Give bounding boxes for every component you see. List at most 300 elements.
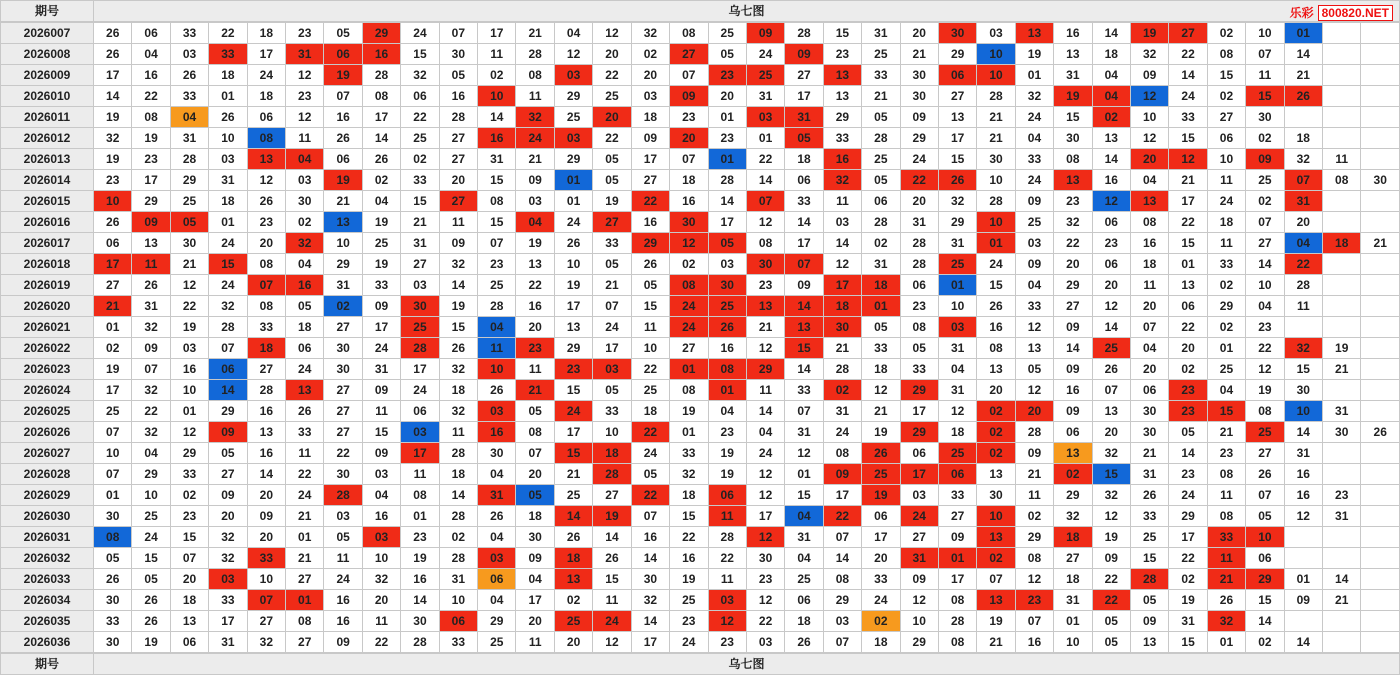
number-cell[interactable]: 12	[1169, 149, 1207, 170]
issue-cell[interactable]: 2026023	[1, 359, 94, 380]
number-cell[interactable]: 09	[631, 128, 669, 149]
number-cell[interactable]	[1361, 296, 1400, 317]
number-cell[interactable]: 13	[938, 107, 976, 128]
number-cell[interactable]: 23	[401, 527, 439, 548]
number-cell[interactable]: 09	[132, 212, 170, 233]
number-cell[interactable]	[1361, 485, 1400, 506]
number-cell[interactable]: 07	[977, 569, 1015, 590]
number-cell[interactable]: 13	[1130, 632, 1168, 653]
number-cell[interactable]: 09	[516, 170, 554, 191]
number-cell[interactable]: 27	[247, 611, 285, 632]
number-cell[interactable]: 32	[1054, 212, 1092, 233]
number-cell[interactable]: 16	[439, 86, 477, 107]
number-cell[interactable]: 18	[247, 23, 285, 44]
number-cell[interactable]: 18	[1054, 569, 1092, 590]
number-cell[interactable]: 32	[132, 380, 170, 401]
number-cell[interactable]: 25	[938, 254, 976, 275]
number-cell[interactable]: 16	[286, 275, 324, 296]
number-cell[interactable]: 18	[631, 107, 669, 128]
number-cell[interactable]: 19	[862, 485, 900, 506]
number-cell[interactable]: 13	[977, 527, 1015, 548]
number-cell[interactable]: 16	[1284, 464, 1322, 485]
number-cell[interactable]: 02	[286, 212, 324, 233]
number-cell[interactable]: 08	[1207, 506, 1245, 527]
number-cell[interactable]: 03	[401, 275, 439, 296]
number-cell[interactable]: 21	[746, 317, 784, 338]
number-cell[interactable]: 20	[439, 170, 477, 191]
number-cell[interactable]: 31	[478, 149, 516, 170]
number-cell[interactable]: 07	[823, 632, 861, 653]
number-cell[interactable]: 17	[746, 506, 784, 527]
number-cell[interactable]: 01	[670, 359, 708, 380]
number-cell[interactable]: 04	[1284, 233, 1322, 254]
number-cell[interactable]	[1323, 65, 1361, 86]
number-cell[interactable]: 20	[362, 590, 400, 611]
number-cell[interactable]: 33	[247, 317, 285, 338]
number-cell[interactable]: 06	[324, 44, 362, 65]
number-cell[interactable]: 22	[631, 191, 669, 212]
number-cell[interactable]: 15	[1169, 632, 1207, 653]
number-cell[interactable]: 26	[439, 338, 477, 359]
number-cell[interactable]: 29	[938, 212, 976, 233]
number-cell[interactable]: 30	[170, 233, 208, 254]
number-cell[interactable]: 06	[900, 275, 938, 296]
number-cell[interactable]: 30	[746, 254, 784, 275]
number-cell[interactable]: 26	[938, 170, 976, 191]
number-cell[interactable]: 14	[1054, 338, 1092, 359]
number-cell[interactable]	[1361, 212, 1400, 233]
number-cell[interactable]: 24	[132, 527, 170, 548]
number-cell[interactable]: 27	[94, 275, 132, 296]
number-cell[interactable]: 05	[593, 170, 631, 191]
number-cell[interactable]: 05	[708, 44, 746, 65]
number-cell[interactable]: 14	[593, 527, 631, 548]
number-cell[interactable]: 03	[708, 590, 746, 611]
number-cell[interactable]: 06	[94, 233, 132, 254]
number-cell[interactable]: 27	[324, 380, 362, 401]
number-cell[interactable]: 09	[1054, 401, 1092, 422]
number-cell[interactable]: 02	[1207, 275, 1245, 296]
issue-cell[interactable]: 2026013	[1, 149, 94, 170]
number-cell[interactable]: 25	[401, 317, 439, 338]
number-cell[interactable]: 19	[1130, 23, 1168, 44]
number-cell[interactable]: 08	[708, 359, 746, 380]
number-cell[interactable]: 19	[170, 317, 208, 338]
number-cell[interactable]: 11	[132, 254, 170, 275]
number-cell[interactable]: 22	[1092, 590, 1130, 611]
number-cell[interactable]	[1323, 275, 1361, 296]
number-cell[interactable]: 15	[209, 254, 247, 275]
number-cell[interactable]: 23	[1323, 485, 1361, 506]
number-cell[interactable]: 32	[209, 548, 247, 569]
number-cell[interactable]	[1323, 212, 1361, 233]
number-cell[interactable]: 23	[286, 86, 324, 107]
number-cell[interactable]: 02	[977, 401, 1015, 422]
number-cell[interactable]: 12	[286, 107, 324, 128]
number-cell[interactable]: 31	[862, 254, 900, 275]
number-cell[interactable]: 16	[247, 401, 285, 422]
number-cell[interactable]: 25	[401, 128, 439, 149]
number-cell[interactable]: 16	[478, 128, 516, 149]
number-cell[interactable]: 20	[593, 44, 631, 65]
number-cell[interactable]: 28	[823, 359, 861, 380]
number-cell[interactable]: 31	[132, 296, 170, 317]
number-cell[interactable]: 07	[631, 506, 669, 527]
number-cell[interactable]: 16	[1130, 233, 1168, 254]
number-cell[interactable]: 22	[516, 275, 554, 296]
number-cell[interactable]: 13	[1054, 443, 1092, 464]
number-cell[interactable]: 08	[938, 632, 976, 653]
number-cell[interactable]: 25	[1207, 359, 1245, 380]
number-cell[interactable]: 07	[247, 275, 285, 296]
number-cell[interactable]: 04	[362, 191, 400, 212]
number-cell[interactable]: 25	[670, 590, 708, 611]
number-cell[interactable]: 27	[209, 464, 247, 485]
number-cell[interactable]: 01	[670, 422, 708, 443]
number-cell[interactable]: 30	[900, 65, 938, 86]
number-cell[interactable]: 24	[862, 590, 900, 611]
issue-cell[interactable]: 2026027	[1, 443, 94, 464]
number-cell[interactable]: 17	[401, 443, 439, 464]
number-cell[interactable]: 29	[900, 128, 938, 149]
number-cell[interactable]: 14	[746, 170, 784, 191]
number-cell[interactable]: 14	[746, 401, 784, 422]
number-cell[interactable]: 14	[823, 548, 861, 569]
number-cell[interactable]: 11	[708, 569, 746, 590]
number-cell[interactable]: 19	[94, 149, 132, 170]
number-cell[interactable]: 11	[1130, 275, 1168, 296]
number-cell[interactable]: 33	[1130, 506, 1168, 527]
number-cell[interactable]: 14	[439, 275, 477, 296]
number-cell[interactable]: 29	[478, 611, 516, 632]
number-cell[interactable]: 17	[94, 380, 132, 401]
number-cell[interactable]: 06	[401, 401, 439, 422]
number-cell[interactable]: 12	[1092, 296, 1130, 317]
number-cell[interactable]: 23	[746, 569, 784, 590]
number-cell[interactable]: 04	[554, 23, 592, 44]
number-cell[interactable]: 06	[1092, 254, 1130, 275]
number-cell[interactable]: 30	[670, 212, 708, 233]
number-cell[interactable]: 08	[1323, 170, 1361, 191]
number-cell[interactable]: 06	[900, 443, 938, 464]
number-cell[interactable]: 22	[1054, 233, 1092, 254]
number-cell[interactable]: 33	[785, 191, 823, 212]
number-cell[interactable]: 08	[1207, 464, 1245, 485]
number-cell[interactable]: 05	[862, 107, 900, 128]
issue-cell[interactable]: 2026030	[1, 506, 94, 527]
number-cell[interactable]: 26	[209, 107, 247, 128]
number-cell[interactable]: 13	[977, 590, 1015, 611]
number-cell[interactable]: 23	[708, 422, 746, 443]
number-cell[interactable]: 27	[1207, 107, 1245, 128]
number-cell[interactable]: 20	[170, 569, 208, 590]
number-cell[interactable]: 28	[900, 233, 938, 254]
number-cell[interactable]: 24	[209, 233, 247, 254]
number-cell[interactable]: 29	[823, 590, 861, 611]
number-cell[interactable]: 19	[1169, 590, 1207, 611]
number-cell[interactable]: 21	[862, 401, 900, 422]
number-cell[interactable]: 23	[1015, 590, 1053, 611]
number-cell[interactable]: 20	[1054, 254, 1092, 275]
number-cell[interactable]	[1323, 128, 1361, 149]
number-cell[interactable]: 03	[900, 485, 938, 506]
number-cell[interactable]: 17	[362, 317, 400, 338]
number-cell[interactable]: 27	[247, 359, 285, 380]
number-cell[interactable]: 04	[516, 212, 554, 233]
number-cell[interactable]: 03	[478, 548, 516, 569]
number-cell[interactable]: 23	[708, 632, 746, 653]
number-cell[interactable]: 16	[823, 149, 861, 170]
number-cell[interactable]: 19	[439, 296, 477, 317]
number-cell[interactable]: 10	[1246, 23, 1284, 44]
number-cell[interactable]	[1361, 149, 1400, 170]
issue-cell[interactable]: 2026034	[1, 590, 94, 611]
number-cell[interactable]: 25	[631, 380, 669, 401]
number-cell[interactable]: 31	[478, 485, 516, 506]
number-cell[interactable]: 23	[670, 107, 708, 128]
number-cell[interactable]: 18	[670, 485, 708, 506]
number-cell[interactable]: 09	[1246, 149, 1284, 170]
number-cell[interactable]: 13	[1015, 23, 1053, 44]
number-cell[interactable]: 13	[324, 212, 362, 233]
number-cell[interactable]: 10	[1284, 401, 1322, 422]
number-cell[interactable]: 12	[170, 275, 208, 296]
number-cell[interactable]: 28	[170, 149, 208, 170]
number-cell[interactable]: 11	[823, 191, 861, 212]
number-cell[interactable]: 30	[823, 317, 861, 338]
number-cell[interactable]: 08	[746, 233, 784, 254]
number-cell[interactable]: 14	[1092, 317, 1130, 338]
number-cell[interactable]: 12	[1092, 506, 1130, 527]
number-cell[interactable]: 16	[401, 569, 439, 590]
number-cell[interactable]	[1361, 569, 1400, 590]
number-cell[interactable]	[1361, 23, 1400, 44]
number-cell[interactable]: 13	[977, 359, 1015, 380]
number-cell[interactable]: 32	[1092, 485, 1130, 506]
number-cell[interactable]: 15	[593, 569, 631, 590]
number-cell[interactable]: 29	[900, 422, 938, 443]
number-cell[interactable]: 01	[708, 107, 746, 128]
number-cell[interactable]: 10	[324, 233, 362, 254]
number-cell[interactable]: 29	[823, 107, 861, 128]
number-cell[interactable]: 15	[823, 23, 861, 44]
number-cell[interactable]: 14	[708, 191, 746, 212]
number-cell[interactable]: 20	[1284, 212, 1322, 233]
number-cell[interactable]: 24	[670, 317, 708, 338]
number-cell[interactable]: 15	[1284, 359, 1322, 380]
number-cell[interactable]: 14	[209, 380, 247, 401]
number-cell[interactable]: 13	[170, 611, 208, 632]
number-cell[interactable]: 26	[478, 380, 516, 401]
number-cell[interactable]: 25	[746, 65, 784, 86]
number-cell[interactable]: 14	[1284, 632, 1322, 653]
number-cell[interactable]: 20	[900, 191, 938, 212]
number-cell[interactable]: 17	[478, 23, 516, 44]
number-cell[interactable]: 01	[1169, 254, 1207, 275]
number-cell[interactable]: 11	[286, 128, 324, 149]
number-cell[interactable]: 06	[862, 191, 900, 212]
number-cell[interactable]	[1361, 611, 1400, 632]
number-cell[interactable]: 33	[247, 548, 285, 569]
number-cell[interactable]: 33	[1207, 254, 1245, 275]
number-cell[interactable]: 03	[170, 44, 208, 65]
number-cell[interactable]: 19	[593, 506, 631, 527]
issue-cell[interactable]: 2026022	[1, 338, 94, 359]
number-cell[interactable]: 09	[1130, 611, 1168, 632]
number-cell[interactable]: 04	[785, 548, 823, 569]
number-cell[interactable]: 21	[1207, 569, 1245, 590]
number-cell[interactable]: 19	[1246, 380, 1284, 401]
number-cell[interactable]: 16	[631, 212, 669, 233]
number-cell[interactable]: 11	[478, 338, 516, 359]
number-cell[interactable]: 24	[670, 632, 708, 653]
number-cell[interactable]: 21	[286, 506, 324, 527]
number-cell[interactable]: 22	[670, 527, 708, 548]
number-cell[interactable]: 13	[823, 65, 861, 86]
number-cell[interactable]: 20	[247, 233, 285, 254]
number-cell[interactable]: 26	[1246, 464, 1284, 485]
number-cell[interactable]: 16	[516, 296, 554, 317]
issue-cell[interactable]: 2026028	[1, 464, 94, 485]
number-cell[interactable]: 28	[324, 485, 362, 506]
number-cell[interactable]: 11	[708, 506, 746, 527]
number-cell[interactable]	[1361, 86, 1400, 107]
number-cell[interactable]: 26	[593, 548, 631, 569]
number-cell[interactable]: 21	[593, 275, 631, 296]
number-cell[interactable]: 12	[286, 65, 324, 86]
number-cell[interactable]: 13	[1054, 170, 1092, 191]
number-cell[interactable]: 03	[286, 170, 324, 191]
number-cell[interactable]	[1361, 275, 1400, 296]
number-cell[interactable]: 10	[977, 65, 1015, 86]
number-cell[interactable]: 07	[1015, 611, 1053, 632]
number-cell[interactable]: 26	[94, 212, 132, 233]
number-cell[interactable]: 29	[132, 191, 170, 212]
number-cell[interactable]: 30	[977, 485, 1015, 506]
number-cell[interactable]: 18	[823, 296, 861, 317]
number-cell[interactable]: 27	[439, 191, 477, 212]
number-cell[interactable]: 15	[401, 191, 439, 212]
number-cell[interactable]: 06	[862, 506, 900, 527]
number-cell[interactable]: 20	[670, 128, 708, 149]
number-cell[interactable]: 26	[170, 65, 208, 86]
number-cell[interactable]: 02	[1207, 86, 1245, 107]
number-cell[interactable]: 32	[247, 632, 285, 653]
number-cell[interactable]: 22	[900, 170, 938, 191]
number-cell[interactable]: 02	[478, 65, 516, 86]
number-cell[interactable]: 09	[1054, 359, 1092, 380]
number-cell[interactable]: 23	[1054, 191, 1092, 212]
number-cell[interactable]: 29	[900, 380, 938, 401]
number-cell[interactable]: 09	[362, 296, 400, 317]
issue-cell[interactable]: 2026020	[1, 296, 94, 317]
number-cell[interactable]: 32	[670, 464, 708, 485]
number-cell[interactable]: 26	[132, 611, 170, 632]
number-cell[interactable]: 17	[132, 170, 170, 191]
number-cell[interactable]: 26	[1092, 359, 1130, 380]
number-cell[interactable]: 24	[209, 275, 247, 296]
number-cell[interactable]: 24	[631, 443, 669, 464]
number-cell[interactable]: 17	[938, 569, 976, 590]
number-cell[interactable]: 06	[324, 149, 362, 170]
number-cell[interactable]: 21	[170, 254, 208, 275]
number-cell[interactable]: 30	[1246, 107, 1284, 128]
number-cell[interactable]: 07	[593, 296, 631, 317]
number-cell[interactable]: 14	[1092, 149, 1130, 170]
number-cell[interactable]: 33	[439, 632, 477, 653]
number-cell[interactable]: 20	[631, 65, 669, 86]
number-cell[interactable]: 02	[94, 338, 132, 359]
number-cell[interactable]: 32	[209, 296, 247, 317]
number-cell[interactable]: 02	[1054, 464, 1092, 485]
number-cell[interactable]: 25	[593, 86, 631, 107]
number-cell[interactable]: 19	[132, 632, 170, 653]
number-cell[interactable]: 04	[478, 317, 516, 338]
number-cell[interactable]: 24	[746, 443, 784, 464]
number-cell[interactable]: 27	[670, 44, 708, 65]
number-cell[interactable]: 13	[977, 464, 1015, 485]
number-cell[interactable]: 17	[785, 233, 823, 254]
number-cell[interactable]	[1323, 254, 1361, 275]
number-cell[interactable]: 21	[1207, 422, 1245, 443]
number-cell[interactable]: 05	[324, 23, 362, 44]
number-cell[interactable]: 27	[670, 338, 708, 359]
number-cell[interactable]: 11	[1207, 548, 1245, 569]
number-cell[interactable]: 08	[1130, 212, 1168, 233]
issue-cell[interactable]: 2026025	[1, 401, 94, 422]
number-cell[interactable]: 18	[286, 317, 324, 338]
number-cell[interactable]: 05	[593, 380, 631, 401]
number-cell[interactable]: 10	[977, 44, 1015, 65]
number-cell[interactable]: 30	[324, 464, 362, 485]
number-cell[interactable]: 06	[247, 107, 285, 128]
number-cell[interactable]: 33	[785, 380, 823, 401]
number-cell[interactable]: 22	[631, 359, 669, 380]
number-cell[interactable]: 01	[554, 191, 592, 212]
number-cell[interactable]: 30	[900, 86, 938, 107]
number-cell[interactable]: 18	[247, 338, 285, 359]
number-cell[interactable]: 03	[324, 506, 362, 527]
number-cell[interactable]: 24	[1015, 170, 1053, 191]
number-cell[interactable]: 09	[1092, 548, 1130, 569]
number-cell[interactable]: 01	[94, 317, 132, 338]
number-cell[interactable]: 31	[823, 401, 861, 422]
number-cell[interactable]: 20	[209, 506, 247, 527]
number-cell[interactable]: 06	[785, 590, 823, 611]
number-cell[interactable]: 24	[401, 380, 439, 401]
number-cell[interactable]: 29	[631, 233, 669, 254]
number-cell[interactable]: 18	[1130, 254, 1168, 275]
number-cell[interactable]: 24	[900, 506, 938, 527]
number-cell[interactable]: 28	[516, 44, 554, 65]
number-cell[interactable]: 15	[439, 317, 477, 338]
number-cell[interactable]: 13	[554, 317, 592, 338]
number-cell[interactable]: 32	[1207, 611, 1245, 632]
number-cell[interactable]: 22	[1092, 569, 1130, 590]
number-cell[interactable]: 13	[785, 317, 823, 338]
number-cell[interactable]: 16	[708, 338, 746, 359]
number-cell[interactable]: 19	[362, 212, 400, 233]
number-cell[interactable]: 16	[247, 443, 285, 464]
number-cell[interactable]: 13	[1015, 338, 1053, 359]
number-cell[interactable]: 23	[554, 359, 592, 380]
number-cell[interactable]: 23	[94, 170, 132, 191]
number-cell[interactable]: 01	[1284, 569, 1322, 590]
number-cell[interactable]: 32	[631, 23, 669, 44]
number-cell[interactable]: 13	[247, 149, 285, 170]
number-cell[interactable]: 09	[132, 338, 170, 359]
number-cell[interactable]: 23	[516, 338, 554, 359]
